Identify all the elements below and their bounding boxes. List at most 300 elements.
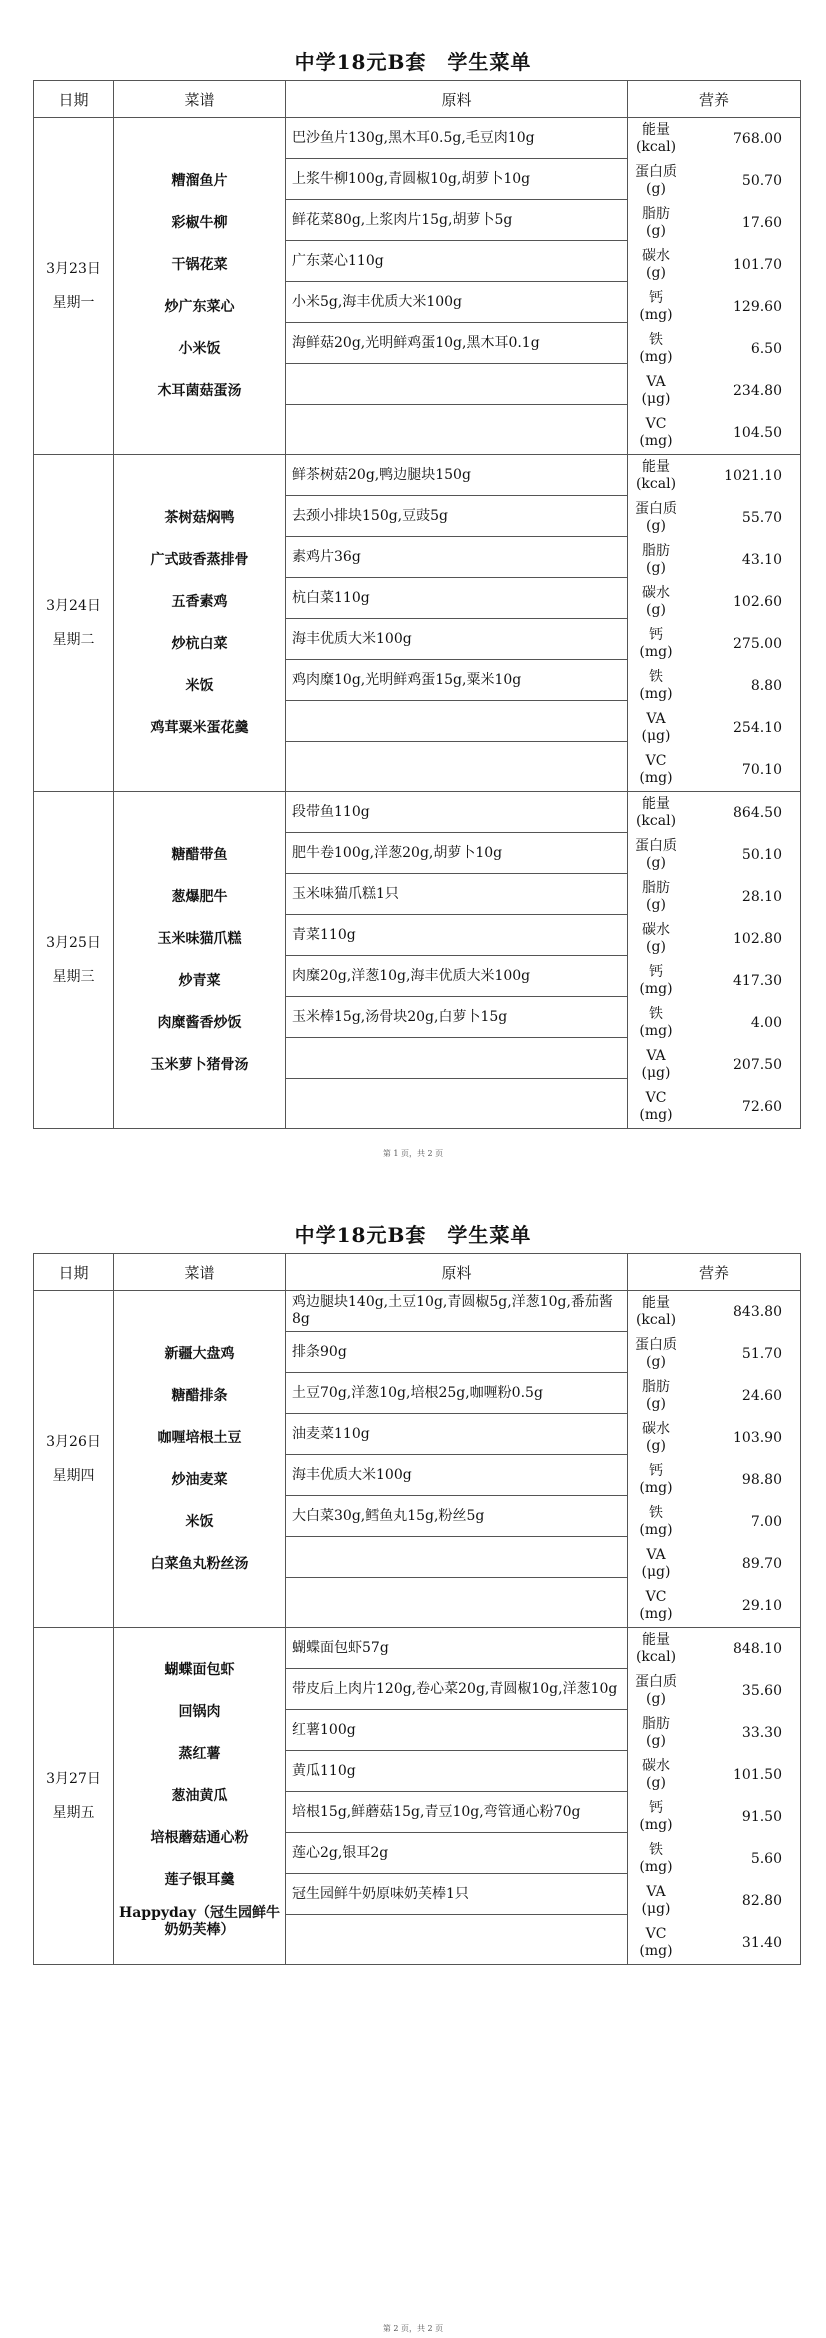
- nutrient-name: 钙: [649, 290, 663, 306]
- nutrient-value: 72.60: [741, 1099, 782, 1115]
- ingredients-cell: [286, 118, 628, 455]
- nutrition-row: [628, 876, 800, 918]
- nutrient-name: 蛋白质: [635, 838, 677, 854]
- table-body: [34, 118, 801, 1129]
- ingredients-cell: [286, 1291, 628, 1628]
- ingredient-line: 黄瓜110g: [286, 1751, 627, 1792]
- nutrition-row: [628, 1044, 800, 1086]
- date-cell: [34, 455, 114, 792]
- nutrient-value: 234.80: [733, 383, 782, 399]
- nutrient-value: 4.00: [750, 1015, 782, 1031]
- date-label: 3月26日: [46, 1434, 101, 1450]
- nutrient-name: 碳水: [642, 248, 670, 264]
- nutrition-row: [628, 1838, 800, 1880]
- nutrient-value: 91.50: [741, 1809, 782, 1825]
- nutrient-label: [628, 459, 684, 493]
- ingredient-line: 海丰优质大米100g: [286, 1455, 627, 1496]
- ingredient-line: 排条90g: [286, 1332, 627, 1373]
- table-body: [34, 1291, 801, 1965]
- nutrient-unit: (g): [646, 939, 666, 955]
- weekday-label: 星期三: [52, 969, 95, 985]
- dish-item: 糖醋排条: [171, 1387, 228, 1404]
- nutrition-row: [628, 370, 800, 412]
- ingredient-line: 去颈小排块150g,豆豉5g: [286, 496, 627, 537]
- nutrient-label: [628, 1337, 684, 1371]
- nutrient-unit: (g): [646, 1691, 666, 1707]
- header-ingredients: 原料: [286, 81, 628, 118]
- ingredient-line: 鲜花菜80g,上浆肉片15g,胡萝卜5g: [286, 200, 627, 241]
- nutrient-unit: (mg): [639, 770, 673, 786]
- nutrient-unit: (μg): [641, 728, 671, 744]
- nutrition-row: [628, 118, 800, 160]
- nutrient-label: [628, 1547, 684, 1581]
- nutrient-value: 254.10: [733, 720, 782, 736]
- dish-item: 炒青菜: [178, 972, 221, 989]
- nutrient-name: 能量: [642, 1632, 670, 1648]
- ingredient-line: 巴沙鱼片130g,黑木耳0.5g,毛豆肉10g: [286, 118, 627, 159]
- nutrition-row: [628, 286, 800, 328]
- nutrient-label: [628, 1632, 684, 1666]
- dish-item: 炒广东菜心: [164, 298, 235, 315]
- day-row: [34, 118, 801, 455]
- ingredients-cell: [286, 455, 628, 792]
- nutrient-unit: (μg): [641, 1901, 671, 1917]
- dish-list: [114, 1333, 285, 1585]
- nutrient-unit: (g): [646, 602, 666, 618]
- nutrient-label: [628, 1006, 684, 1040]
- nutrient-label: [628, 964, 684, 998]
- date-cell: [34, 118, 114, 455]
- nutrition-row: [628, 1585, 800, 1627]
- nutrient-label: [628, 122, 684, 156]
- ingredient-line: 油麦菜110g: [286, 1414, 627, 1455]
- nutrient-unit: (mg): [639, 307, 673, 323]
- nutrition-row: [628, 1417, 800, 1459]
- nutrient-name: 铁: [649, 669, 663, 685]
- nutrient-unit: (μg): [641, 1065, 671, 1081]
- dish-item: 广式豉香蒸排骨: [150, 551, 249, 568]
- nutrient-unit: (mg): [639, 1522, 673, 1538]
- ingredient-line: [286, 742, 627, 783]
- ingredients-cell: [286, 792, 628, 1129]
- nutrient-name: 蛋白质: [635, 1674, 677, 1690]
- dish-item: 五香素鸡: [171, 593, 228, 610]
- header-ingredients: 原料: [286, 1254, 628, 1291]
- page-2: [0, 1175, 826, 2338]
- nutrient-unit: (g): [646, 265, 666, 281]
- nutrition-row: [628, 1712, 800, 1754]
- nutrient-unit: (mg): [639, 644, 673, 660]
- nutrient-unit: (g): [646, 1438, 666, 1454]
- ingredient-line: 红薯100g: [286, 1710, 627, 1751]
- nutrient-unit: (mg): [639, 433, 673, 449]
- nutrient-name: VA: [646, 1048, 666, 1064]
- nutrition-row: [628, 1796, 800, 1838]
- nutrition-row: [628, 918, 800, 960]
- ingredient-line: 肥牛卷100g,洋葱20g,胡萝卜10g: [286, 833, 627, 874]
- dish-item: 鸡茸粟米蛋花羹: [150, 719, 249, 736]
- nutrition-row: [628, 1291, 800, 1333]
- day-row: [34, 455, 801, 792]
- nutrient-unit: (g): [646, 1733, 666, 1749]
- dish-item: 炒杭白菜: [171, 635, 228, 652]
- nutrient-name: 脂肪: [642, 206, 670, 222]
- nutrient-value: 17.60: [741, 215, 782, 231]
- nutrient-name: VC: [645, 753, 667, 769]
- nutrition-row: [628, 539, 800, 581]
- nutrient-name: 碳水: [642, 1758, 670, 1774]
- ingredient-line: 素鸡片36g: [286, 537, 627, 578]
- nutrition-row: [628, 1459, 800, 1501]
- nutrient-name: 钙: [649, 1800, 663, 1816]
- dish-item: 糟溜鱼片: [171, 172, 228, 189]
- nutrition-row: [628, 1880, 800, 1922]
- header-dishes: 菜谱: [114, 81, 286, 118]
- page-title: 中学18元B套 学生菜单: [294, 1223, 532, 1247]
- nutrient-label: [628, 1421, 684, 1455]
- nutrient-name: VC: [645, 1589, 667, 1605]
- nutrient-unit: (g): [646, 223, 666, 239]
- nutrient-unit: (g): [646, 855, 666, 871]
- dish-item: 新疆大盘鸡: [164, 1345, 235, 1362]
- nutrient-label: [628, 1674, 684, 1708]
- nutrient-value: 864.50: [733, 805, 782, 821]
- dish-item: 咖喱培根土豆: [157, 1429, 242, 1446]
- nutrient-label: [628, 838, 684, 872]
- nutrient-label: [628, 753, 684, 787]
- nutrient-value: 50.70: [741, 173, 782, 189]
- nutrition-row: [628, 1754, 800, 1796]
- nutrient-unit: (g): [646, 1354, 666, 1370]
- weekday-label: 星期四: [52, 1468, 95, 1484]
- nutrition-row: [628, 455, 800, 497]
- weekday-label: 星期二: [52, 632, 95, 648]
- nutrient-unit: (mg): [639, 981, 673, 997]
- date-cell: [34, 1628, 114, 1965]
- dishes-cell: [114, 118, 286, 455]
- nutrient-name: VC: [645, 1926, 667, 1942]
- nutrient-unit: (mg): [639, 1023, 673, 1039]
- nutrient-unit: (mg): [639, 1480, 673, 1496]
- dish-item: 干锅花菜: [171, 256, 228, 273]
- nutrient-label: [628, 1505, 684, 1539]
- nutrition-cell: [628, 1628, 801, 1965]
- dish-list: [114, 834, 285, 1086]
- nutrient-label: [628, 1379, 684, 1413]
- nutrient-label: [628, 1884, 684, 1918]
- dish-item: 莲子银耳羹: [164, 1871, 235, 1888]
- nutrient-name: 碳水: [642, 585, 670, 601]
- nutrient-value: 51.70: [741, 1346, 782, 1362]
- ingredients-cell: [286, 1628, 628, 1965]
- ingredient-line: [286, 1038, 627, 1079]
- ingredient-line: 蝴蝶面包虾57g: [286, 1628, 627, 1669]
- menu-table: [33, 1253, 801, 1965]
- nutrient-label: [628, 1926, 684, 1960]
- nutrition-row: [628, 1086, 800, 1128]
- dish-item: 葱爆肥牛: [171, 888, 228, 905]
- nutrient-unit: (kcal): [635, 1312, 677, 1328]
- nutrient-name: 脂肪: [642, 1379, 670, 1395]
- nutrient-value: 33.30: [741, 1725, 782, 1741]
- ingredient-line: [286, 1915, 627, 1956]
- nutrient-value: 129.60: [733, 299, 782, 315]
- nutrient-unit: (kcal): [635, 139, 677, 155]
- nutrient-name: 脂肪: [642, 543, 670, 559]
- nutrient-name: 钙: [649, 1463, 663, 1479]
- nutrient-value: 848.10: [733, 1641, 782, 1657]
- nutrient-value: 28.10: [741, 889, 782, 905]
- ingredient-line: 鲜茶树菇20g,鸭边腿块150g: [286, 455, 627, 496]
- nutrient-label: [628, 332, 684, 366]
- nutrient-unit: (g): [646, 560, 666, 576]
- nutrition-row: [628, 1922, 800, 1964]
- nutrition-row: [628, 497, 800, 539]
- nutrient-value: 101.70: [733, 257, 782, 273]
- nutrient-value: 8.80: [750, 678, 782, 694]
- header-date: 日期: [34, 81, 114, 118]
- nutrient-name: VA: [646, 1884, 666, 1900]
- nutrition-row: [628, 1628, 800, 1670]
- nutrient-name: 蛋白质: [635, 1337, 677, 1353]
- dish-item: 米饭: [185, 677, 214, 694]
- nutrient-name: VA: [646, 1547, 666, 1563]
- dish-item: 玉米味猫爪糕: [157, 930, 242, 947]
- nutrition-cell: [628, 792, 801, 1129]
- nutrition-row: [628, 707, 800, 749]
- page-footer: 第 2 页，共 2 页: [382, 2324, 444, 2333]
- header-dishes: 菜谱: [114, 1254, 286, 1291]
- nutrient-value: 417.30: [733, 973, 782, 989]
- dish-item: 回锅肉: [178, 1703, 221, 1720]
- nutrient-value: 89.70: [741, 1556, 782, 1572]
- ingredient-line: 莲心2g,银耳2g: [286, 1833, 627, 1874]
- nutrient-value: 43.10: [741, 552, 782, 568]
- nutrient-name: VC: [645, 416, 667, 432]
- nutrient-label: [628, 1463, 684, 1497]
- nutrient-label: [628, 1589, 684, 1623]
- dish-item: 木耳菌菇蛋汤: [157, 382, 242, 399]
- nutrient-label: [628, 543, 684, 577]
- nutrient-name: 铁: [649, 332, 663, 348]
- nutrition-row: [628, 581, 800, 623]
- ingredient-line: 广东菜心110g: [286, 241, 627, 282]
- nutrient-unit: (kcal): [635, 1649, 677, 1665]
- nutrient-value: 207.50: [733, 1057, 782, 1073]
- ingredient-line: 杭白菜110g: [286, 578, 627, 619]
- nutrient-name: 钙: [649, 964, 663, 980]
- ingredient-line: 土豆70g,洋葱10g,培根25g,咖喱粉0.5g: [286, 1373, 627, 1414]
- nutrient-name: VC: [645, 1090, 667, 1106]
- date-cell: [34, 1291, 114, 1628]
- nutrient-label: [628, 1048, 684, 1082]
- nutrient-value: 102.80: [733, 931, 782, 947]
- nutrition-row: [628, 244, 800, 286]
- nutrient-label: [628, 290, 684, 324]
- date-label: 3月25日: [46, 935, 101, 951]
- nutrition-cell: [628, 118, 801, 455]
- nutrient-value: 24.60: [741, 1388, 782, 1404]
- nutrition-row: [628, 1375, 800, 1417]
- nutrient-unit: (mg): [639, 1107, 673, 1123]
- nutrient-name: 能量: [642, 1295, 670, 1311]
- nutrient-label: [628, 1758, 684, 1792]
- nutrient-name: 碳水: [642, 922, 670, 938]
- nutrient-unit: (g): [646, 1396, 666, 1412]
- dish-list: [114, 160, 285, 412]
- dish-item: 培根蘑菇通心粉: [150, 1829, 249, 1846]
- dish-item: Happyday（冠生园鲜牛奶奶芙棒）: [118, 1905, 280, 1938]
- nutrient-unit: (μg): [641, 1564, 671, 1580]
- nutrient-name: 碳水: [642, 1421, 670, 1437]
- nutrition-row: [628, 160, 800, 202]
- ingredient-line: 玉米棒15g,汤骨块20g,白萝卜15g: [286, 997, 627, 1038]
- ingredient-line: [286, 701, 627, 742]
- nutrient-label: [628, 1842, 684, 1876]
- ingredient-line: [286, 405, 627, 446]
- nutrient-unit: (mg): [639, 1859, 673, 1875]
- nutrient-unit: (mg): [639, 1606, 673, 1622]
- weekday-label: 星期一: [52, 295, 95, 311]
- header-date: 日期: [34, 1254, 114, 1291]
- nutrient-label: [628, 880, 684, 914]
- menu-table: [33, 80, 801, 1129]
- ingredient-line: 带皮后上肉片120g,卷心菜20g,青圆椒10g,洋葱10g: [286, 1669, 627, 1710]
- nutrition-cell: [628, 1291, 801, 1628]
- ingredient-line: 鸡边腿块140g,土豆10g,青圆椒5g,洋葱10g,番茄酱8g: [286, 1291, 627, 1332]
- nutrient-label: [628, 627, 684, 661]
- nutrient-label: [628, 164, 684, 198]
- date-label: 3月24日: [46, 598, 101, 614]
- nutrition-row: [628, 665, 800, 707]
- nutrient-label: [628, 1295, 684, 1329]
- day-row: [34, 1628, 801, 1965]
- ingredient-line: 冠生园鲜牛奶原味奶芙棒1只: [286, 1874, 627, 1915]
- nutrition-row: [628, 1670, 800, 1712]
- ingredient-line: 青菜110g: [286, 915, 627, 956]
- nutrient-value: 768.00: [733, 131, 782, 147]
- nutrient-unit: (mg): [639, 1943, 673, 1959]
- day-row: [34, 792, 801, 1129]
- ingredient-line: 玉米味猫爪糕1只: [286, 874, 627, 915]
- nutrition-row: [628, 412, 800, 454]
- nutrition-row: [628, 623, 800, 665]
- dishes-cell: [114, 1291, 286, 1628]
- nutrient-value: 50.10: [741, 847, 782, 863]
- nutrient-name: 蛋白质: [635, 164, 677, 180]
- page-footer: 第 1 页，共 2 页: [382, 1149, 444, 1158]
- header-nutrition: 营养: [628, 1254, 801, 1291]
- nutrient-label: [628, 711, 684, 745]
- nutrient-label: [628, 374, 684, 408]
- dish-item: 茶树菇焖鸭: [164, 509, 235, 526]
- dish-item: 蒸红薯: [178, 1745, 221, 1762]
- nutrition-row: [628, 834, 800, 876]
- nutrient-unit: (kcal): [635, 813, 677, 829]
- nutrient-label: [628, 796, 684, 830]
- nutrition-row: [628, 960, 800, 1002]
- nutrition-row: [628, 1002, 800, 1044]
- nutrient-value: 98.80: [741, 1472, 782, 1488]
- nutrient-value: 29.10: [741, 1598, 782, 1614]
- dish-item: 玉米萝卜猪骨汤: [150, 1056, 249, 1073]
- date-label: 3月27日: [46, 1771, 101, 1787]
- dish-item: 米饭: [185, 1513, 214, 1530]
- ingredient-line: 培根15g,鲜蘑菇15g,青豆10g,弯管通心粉70g: [286, 1792, 627, 1833]
- date-cell: [34, 792, 114, 1129]
- nutrient-value: 843.80: [733, 1304, 782, 1320]
- ingredient-line: 肉糜20g,洋葱10g,海丰优质大米100g: [286, 956, 627, 997]
- nutrient-name: 脂肪: [642, 1716, 670, 1732]
- dish-item: 葱油黄瓜: [171, 1787, 228, 1804]
- dishes-cell: [114, 455, 286, 792]
- table-header-row: [34, 81, 801, 118]
- ingredient-line: [286, 1079, 627, 1120]
- dish-list: [114, 497, 285, 749]
- nutrient-label: [628, 501, 684, 535]
- nutrition-row: [628, 749, 800, 791]
- dishes-cell: [114, 792, 286, 1129]
- dishes-cell: [114, 1628, 286, 1965]
- nutrient-label: [628, 248, 684, 282]
- dish-item: 炒油麦菜: [171, 1471, 228, 1488]
- nutrient-value: 70.10: [741, 762, 782, 778]
- dish-item: 肉糜酱香炒饭: [157, 1014, 242, 1031]
- nutrient-unit: (g): [646, 181, 666, 197]
- nutrient-unit: (kcal): [635, 476, 677, 492]
- nutrient-name: 钙: [649, 627, 663, 643]
- nutrition-row: [628, 1543, 800, 1585]
- dish-item: 小米饭: [178, 340, 221, 357]
- ingredient-line: 小米5g,海丰优质大米100g: [286, 282, 627, 323]
- ingredient-line: 上浆牛柳100g,青圆椒10g,胡萝卜10g: [286, 159, 627, 200]
- nutrient-label: [628, 585, 684, 619]
- ingredient-line: [286, 1537, 627, 1578]
- ingredient-line: 段带鱼110g: [286, 792, 627, 833]
- nutrition-cell: [628, 455, 801, 792]
- nutrient-value: 35.60: [741, 1683, 782, 1699]
- dish-item: 蝴蝶面包虾: [164, 1661, 235, 1678]
- nutrient-label: [628, 669, 684, 703]
- nutrient-value: 7.00: [750, 1514, 782, 1530]
- nutrient-unit: (mg): [639, 349, 673, 365]
- ingredient-line: 海丰优质大米100g: [286, 619, 627, 660]
- nutrient-name: VA: [646, 374, 666, 390]
- nutrition-row: [628, 328, 800, 370]
- nutrient-unit: (g): [646, 1775, 666, 1791]
- nutrient-value: 102.60: [733, 594, 782, 610]
- ingredient-line: 鸡肉糜10g,光明鲜鸡蛋15g,粟米10g: [286, 660, 627, 701]
- nutrient-value: 6.50: [750, 341, 782, 357]
- nutrient-label: [628, 1800, 684, 1834]
- nutrition-row: [628, 202, 800, 244]
- nutrient-name: VA: [646, 711, 666, 727]
- dish-item: 彩椒牛柳: [171, 214, 228, 231]
- nutrient-value: 1021.10: [724, 468, 782, 484]
- nutrient-name: 脂肪: [642, 880, 670, 896]
- nutrient-value: 104.50: [733, 425, 782, 441]
- date-label: 3月23日: [46, 261, 101, 277]
- nutrition-row: [628, 792, 800, 834]
- nutrient-label: [628, 416, 684, 450]
- ingredient-line: 海鲜菇20g,光明鲜鸡蛋10g,黑木耳0.1g: [286, 323, 627, 364]
- nutrient-name: 铁: [649, 1006, 663, 1022]
- nutrient-name: 铁: [649, 1505, 663, 1521]
- nutrient-value: 103.90: [733, 1430, 782, 1446]
- dish-item: 糖醋带鱼: [171, 846, 228, 863]
- nutrient-unit: (mg): [639, 1817, 673, 1833]
- nutrient-label: [628, 1716, 684, 1750]
